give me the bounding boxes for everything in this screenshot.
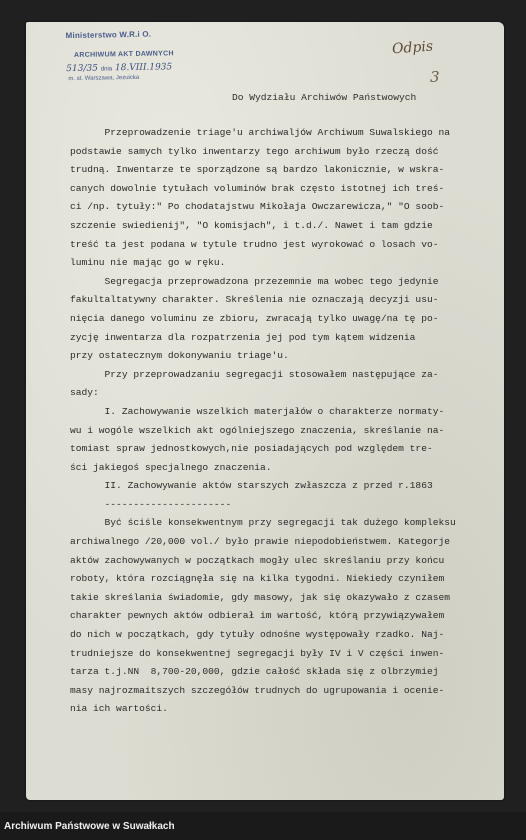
text-line: ci /np. tytuły:" Po chodatajstwu Mikołaja Owczarewicza," "O soob- [70,201,445,213]
text-line: takie skreślania świadomie, gdy masowy, jak się okazywało z czasem [70,591,450,603]
text-line: fakultaltatywny charakter. Skreślenia nie oznaczają decyzji usu- [70,294,439,306]
stamp-number-line [66,62,196,74]
text-line: zycję inwentarza dla rozpatrzenia jej pod tym kątem widzenia [70,331,416,343]
paragraph [70,403,490,477]
text-line: ---------------------- [70,498,232,510]
text-line: Przy przeprowadzaniu segregacji stosowałem następujące za- [70,368,439,380]
text-line: trudną. Inwentarze te sporządzone są bardzo lakonicznie, w wskra- [70,164,445,176]
text-line: roboty, która rozciągnęła się na kilka tygodni. Niekiedy czyniłem [70,573,445,585]
text-line: masy najrozmaitszych szczegółów trudnych do ugrupowania i ocenie- [70,684,445,696]
text-line: canych dowolnie tytułach voluminów brak często istotnej ich treś- [70,182,445,194]
text-line: II. Zachowywanie aktów starszych zwłaszcza z przed r.1863 [70,480,433,492]
text-line: archiwalnego /20,000 vol./ było prawie niepodobieństwem. Kategorje [70,536,450,548]
text-line: charakter pewnych aktów odbierał im wartość, którą przywiązywałem [70,610,445,622]
text-line: trudniejsze do konsekwentnej segregacji były IV i V części inwen- [70,647,445,659]
text-line: I. Zachowywanie wszelkich materjałów o charakterze normaty- [70,405,445,417]
letter-body [70,124,490,719]
text-line: aktów zachowywanych w początkach mogły ulec skreślaniu przy końcu [70,554,445,566]
stamp-ministry: Ministerstwo W.R.i O. [65,29,152,41]
paragraph [70,477,490,514]
text-line: nięcia danego voluminu ze zbioru, zwracają tylko uwagę/na tę po- [70,312,439,324]
stamp-city: m. st. Warszawa, Jezuicka [68,74,140,83]
paragraph [70,273,490,366]
paragraph [70,514,490,719]
page-number: 3 [430,68,440,86]
stamp-archive-name: ARCHIWUM AKT DAWNYCH [73,50,174,59]
stamp-date: 18.VIII.1935 [114,62,173,74]
text-line: nia ich wartości. [70,703,168,715]
text-line: podstawie samych tylko inwentarzy tego archiwum było rzeczą dość [70,145,439,157]
text-line: do nich w początkach, gdy tytuły odnośne występowały rzadko. Naj- [70,629,445,641]
archive-footer-label: Archiwum Państwowe w Suwałkach [4,821,175,832]
text-line: Być ściśle konsekwentnym przy segregacji tak dużego kompleksu [70,517,456,529]
addressee-line: Do Wydziału Archiwów Państwowych [232,92,417,103]
text-line: luminu nie mając go w ręku. [70,257,226,269]
text-line: Przeprowadzenie triage'u archiwaljów Archiwum Suwalskiego na [70,127,450,138]
text-line: tarza t.j.NN 8,700-20,000, gdzie całość składa się z olbrzymiej [70,666,439,678]
stamp-number: 513/35 [66,63,98,75]
text-line: Segregacja przeprowadzona przezemnie ma wobec tego jedynie [70,275,439,287]
paragraph [70,124,490,273]
text-line: szczenie swiedienij", "O komisjach", i t.d./. Nawet i tam gdzie [70,219,433,231]
text-line: ści jakiegoś specjalnego znaczenia. [70,461,272,473]
paragraph [70,366,490,403]
text-line: sady: [70,387,99,399]
text-line: przy ostatecznym dokonywaniu triage'u. [70,350,289,362]
text-line: treść ta jest podana w tytule trudno jest wyrokować o losach vo- [70,238,439,250]
text-line: wu i wogóle wszelkich akt ogólniejszego znaczenia, skreślanie na- [70,424,445,436]
copy-annotation: Odpis [391,38,434,58]
archive-stamp [66,29,197,82]
text-line: tomiast spraw jednostkowych,nie posiadających pod względem tre- [70,443,433,455]
stamp-dnia-label: dnia [100,66,113,73]
